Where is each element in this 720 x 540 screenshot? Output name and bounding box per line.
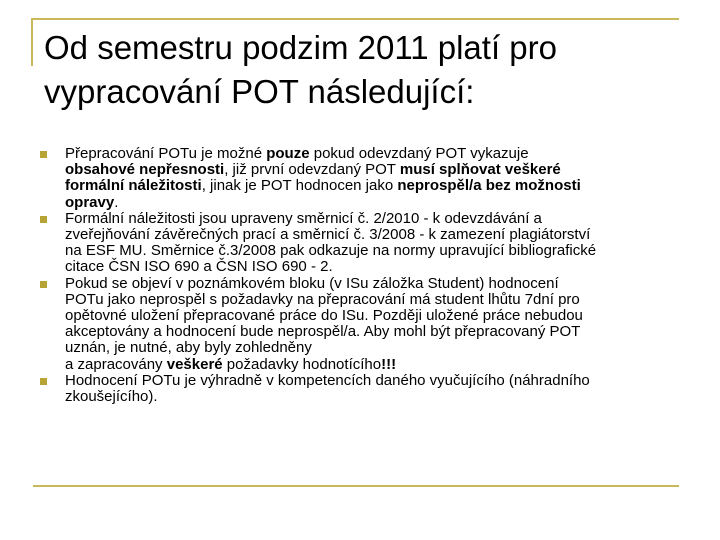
bullet-list <box>40 146 680 405</box>
list-item <box>40 211 680 276</box>
text-line <box>65 195 680 211</box>
text-line: Pokud se objeví v poznámkovém bloku (v ISu záložka Student) hodnocení <box>65 274 559 292</box>
text-line <box>65 357 680 373</box>
text-line: opětovné uložení přepracované práce do ISu. Později uložené práce nebudou <box>65 307 583 325</box>
text-run: a zapracovány <box>65 355 167 373</box>
text-line: zkoušejícího). <box>65 388 158 406</box>
bold-run: neprospěl/a bez možnosti <box>397 177 581 195</box>
text-line: na ESF MU. Směrnice č.3/2008 pak odkazuje na normy upravující bibliografické <box>65 242 597 260</box>
bold-run: pouze <box>266 145 310 162</box>
bottom-rule <box>33 485 679 487</box>
square-bullet-icon <box>40 216 47 223</box>
text-line: akceptovány a hodnocení bude neprospěl/a. Aby mohl být přepracovaný POT <box>65 323 581 341</box>
text-run: , jinak je POT hodnocen jako <box>201 177 398 195</box>
title-left-rule <box>31 18 33 66</box>
text-run: , již první odevzdaný POT <box>224 161 400 179</box>
square-bullet-icon <box>40 151 47 158</box>
square-bullet-icon <box>40 281 47 288</box>
title-top-rule <box>31 18 679 20</box>
text-line: Formální náležitosti jsou upraveny směrnicí č. 2/2010 - k odevzdávání a <box>65 209 542 227</box>
text-line: citace ČSN ISO 690 a ČSN ISO 690 - 2. <box>65 258 333 276</box>
bold-run: musí splňovat veškeré <box>399 161 561 179</box>
square-bullet-icon <box>40 378 47 385</box>
bold-run: formální náležitosti <box>65 177 202 195</box>
list-item <box>40 276 680 373</box>
title-line-1: Od semestru podzim 2011 platí pro <box>44 29 557 66</box>
list-item <box>40 373 680 405</box>
bold-run: veškeré <box>166 355 223 373</box>
text-line: POTu jako neprospěl s požadavky na přepracování má student lhůtu 7dní pro <box>65 290 580 308</box>
list-item <box>40 146 680 211</box>
text-run: . <box>114 193 119 211</box>
text-line <box>65 178 680 194</box>
bold-run: obsahové nepřesnosti <box>65 161 225 179</box>
bold-run: opravy <box>65 193 115 211</box>
text-run: Přepracování POTu je možné <box>65 145 267 162</box>
slide-title <box>44 26 694 114</box>
text-run: pokud odevzdaný POT vykazuje <box>309 145 529 162</box>
text-run: požadavky hodnotícího <box>222 355 382 373</box>
text-line: zveřejňování závěrečných prací a směrnicí č. 3/2008 - k zamezení plagiátorství <box>65 226 591 244</box>
title-line-2: vypracování POT následující: <box>44 73 475 110</box>
text-line: uznán, je nutné, aby byly zohledněny <box>65 339 312 357</box>
bold-run: !!! <box>381 355 397 373</box>
text-line <box>65 146 680 162</box>
text-line <box>65 162 680 178</box>
text-line: Hodnocení POTu je výhradně v kompetencích daného vyučujícího (náhradního <box>65 371 590 389</box>
